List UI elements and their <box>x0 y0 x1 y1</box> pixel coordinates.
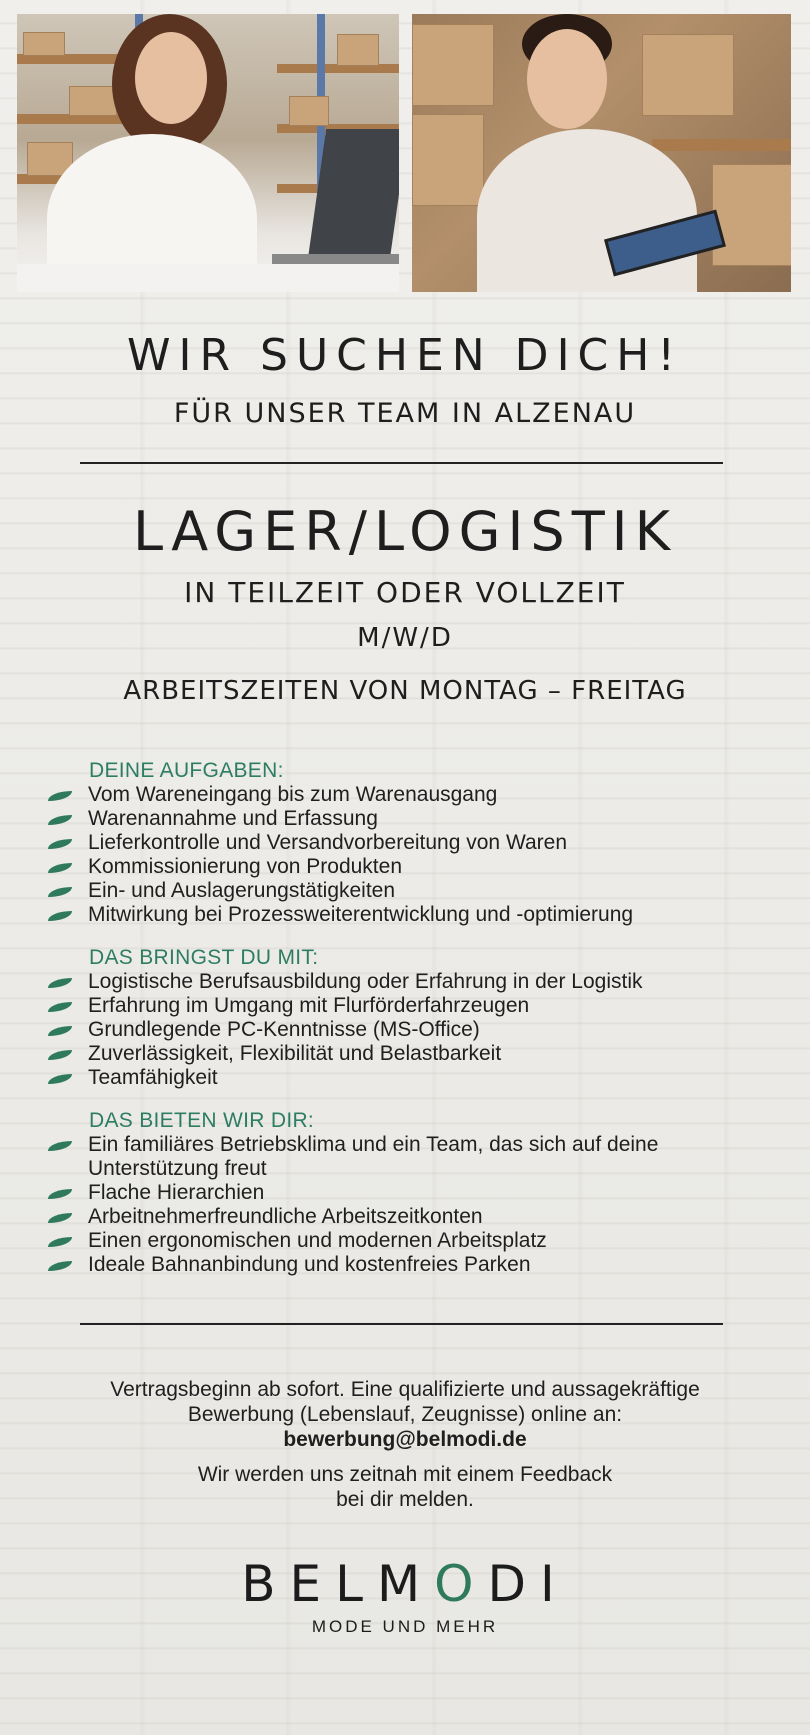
photo-phone-man <box>412 14 791 292</box>
feedback-info <box>0 1462 810 1512</box>
list-item: Vom Wareneingang bis zum Warenausgang <box>48 783 768 807</box>
leaf-bullet-icon <box>48 1141 72 1151</box>
list-item: Lieferkontrolle und Versandvorbereitung von Waren <box>48 831 768 855</box>
leaf-bullet-icon <box>48 839 72 849</box>
benefits-list <box>48 1133 768 1277</box>
divider-top <box>80 462 723 464</box>
leaf-bullet-icon <box>48 1074 72 1084</box>
list-item: Logistische Berufsausbildung oder Erfahrung in der Logistik <box>48 970 768 994</box>
main-headline: WIR SUCHEN DICH! <box>127 330 683 381</box>
list-item: Mitwirkung bei Prozessweiterentwicklung und -optimierung <box>48 903 768 927</box>
leaf-bullet-icon <box>48 1002 72 1012</box>
gender-note: M/W/D <box>357 623 453 653</box>
application-info <box>0 1377 810 1452</box>
leaf-bullet-icon <box>48 1050 72 1060</box>
photo-office-woman <box>17 14 399 292</box>
list-item: Grundlegende PC-Kenntnisse (MS-Office) <box>48 1018 768 1042</box>
belmodi-logo <box>0 1555 810 1637</box>
footer-line-4: bei dir melden. <box>336 1488 474 1511</box>
leaf-bullet-icon <box>48 791 72 801</box>
requirements-list <box>48 970 768 1090</box>
list-item: Zuverlässigkeit, Flexibilität und Belastbarkeit <box>48 1042 768 1066</box>
list-item: Ideale Bahnanbindung und kostenfreies Parken <box>48 1253 768 1277</box>
list-item: Teamfähigkeit <box>48 1066 768 1090</box>
job-type: IN TEILZEIT ODER VOLLZEIT <box>184 576 626 609</box>
list-item: Kommissionierung von Produkten <box>48 855 768 879</box>
leaf-bullet-icon <box>48 1189 72 1199</box>
logo-tagline: MODE UND MEHR <box>311 1617 499 1636</box>
section-title-benefits: DAS BIETEN WIR DIR: <box>89 1109 315 1132</box>
list-item: Arbeitnehmerfreundliche Arbeitszeitkonten <box>48 1205 768 1229</box>
leaf-bullet-icon <box>48 815 72 825</box>
sub-headline: FÜR UNSER TEAM IN ALZENAU <box>173 398 637 429</box>
tasks-list <box>48 783 768 927</box>
leaf-bullet-icon <box>48 887 72 897</box>
list-item: Einen ergonomischen und modernen Arbeitsplatz <box>48 1229 768 1253</box>
leaf-bullet-icon <box>48 1237 72 1247</box>
logo-o-accent: O <box>434 1555 488 1613</box>
work-hours: ARBEITSZEITEN VON MONTAG – FREITAG <box>123 676 687 706</box>
list-item: Ein- und Auslagerungstätigkeiten <box>48 879 768 903</box>
leaf-bullet-icon <box>48 978 72 988</box>
leaf-bullet-icon <box>48 863 72 873</box>
job-title: LAGER/LOGISTIK <box>132 500 678 563</box>
section-title-requirements: DAS BRINGST DU MIT: <box>89 946 319 969</box>
leaf-bullet-icon <box>48 1213 72 1223</box>
section-title-tasks: DEINE AUFGABEN: <box>89 759 284 782</box>
list-item: Flache Hierarchien <box>48 1181 768 1205</box>
footer-line-1: Vertragsbeginn ab sofort. Eine qualifizierte und aussagekräftige <box>110 1378 700 1401</box>
email-link[interactable]: bewerbung@belmodi.de <box>283 1428 527 1451</box>
leaf-bullet-icon <box>48 1261 72 1271</box>
list-item: Erfahrung im Umgang mit Flurförderfahrzeugen <box>48 994 768 1018</box>
footer-line-3: Wir werden uns zeitnah mit einem Feedback <box>197 1463 613 1486</box>
header-photos <box>17 14 791 292</box>
divider-bottom <box>80 1323 723 1325</box>
list-item: Ein familiäres Betriebsklima und ein Team, das sich auf deine Unterstützung freut <box>48 1133 768 1181</box>
footer-line-2: Bewerbung (Lebenslauf, Zeugnisse) online an: <box>187 1403 623 1426</box>
logo-wordmark: BELMODI <box>241 1555 569 1613</box>
leaf-bullet-icon <box>48 1026 72 1036</box>
leaf-bullet-icon <box>48 911 72 921</box>
list-item: Warenannahme und Erfassung <box>48 807 768 831</box>
